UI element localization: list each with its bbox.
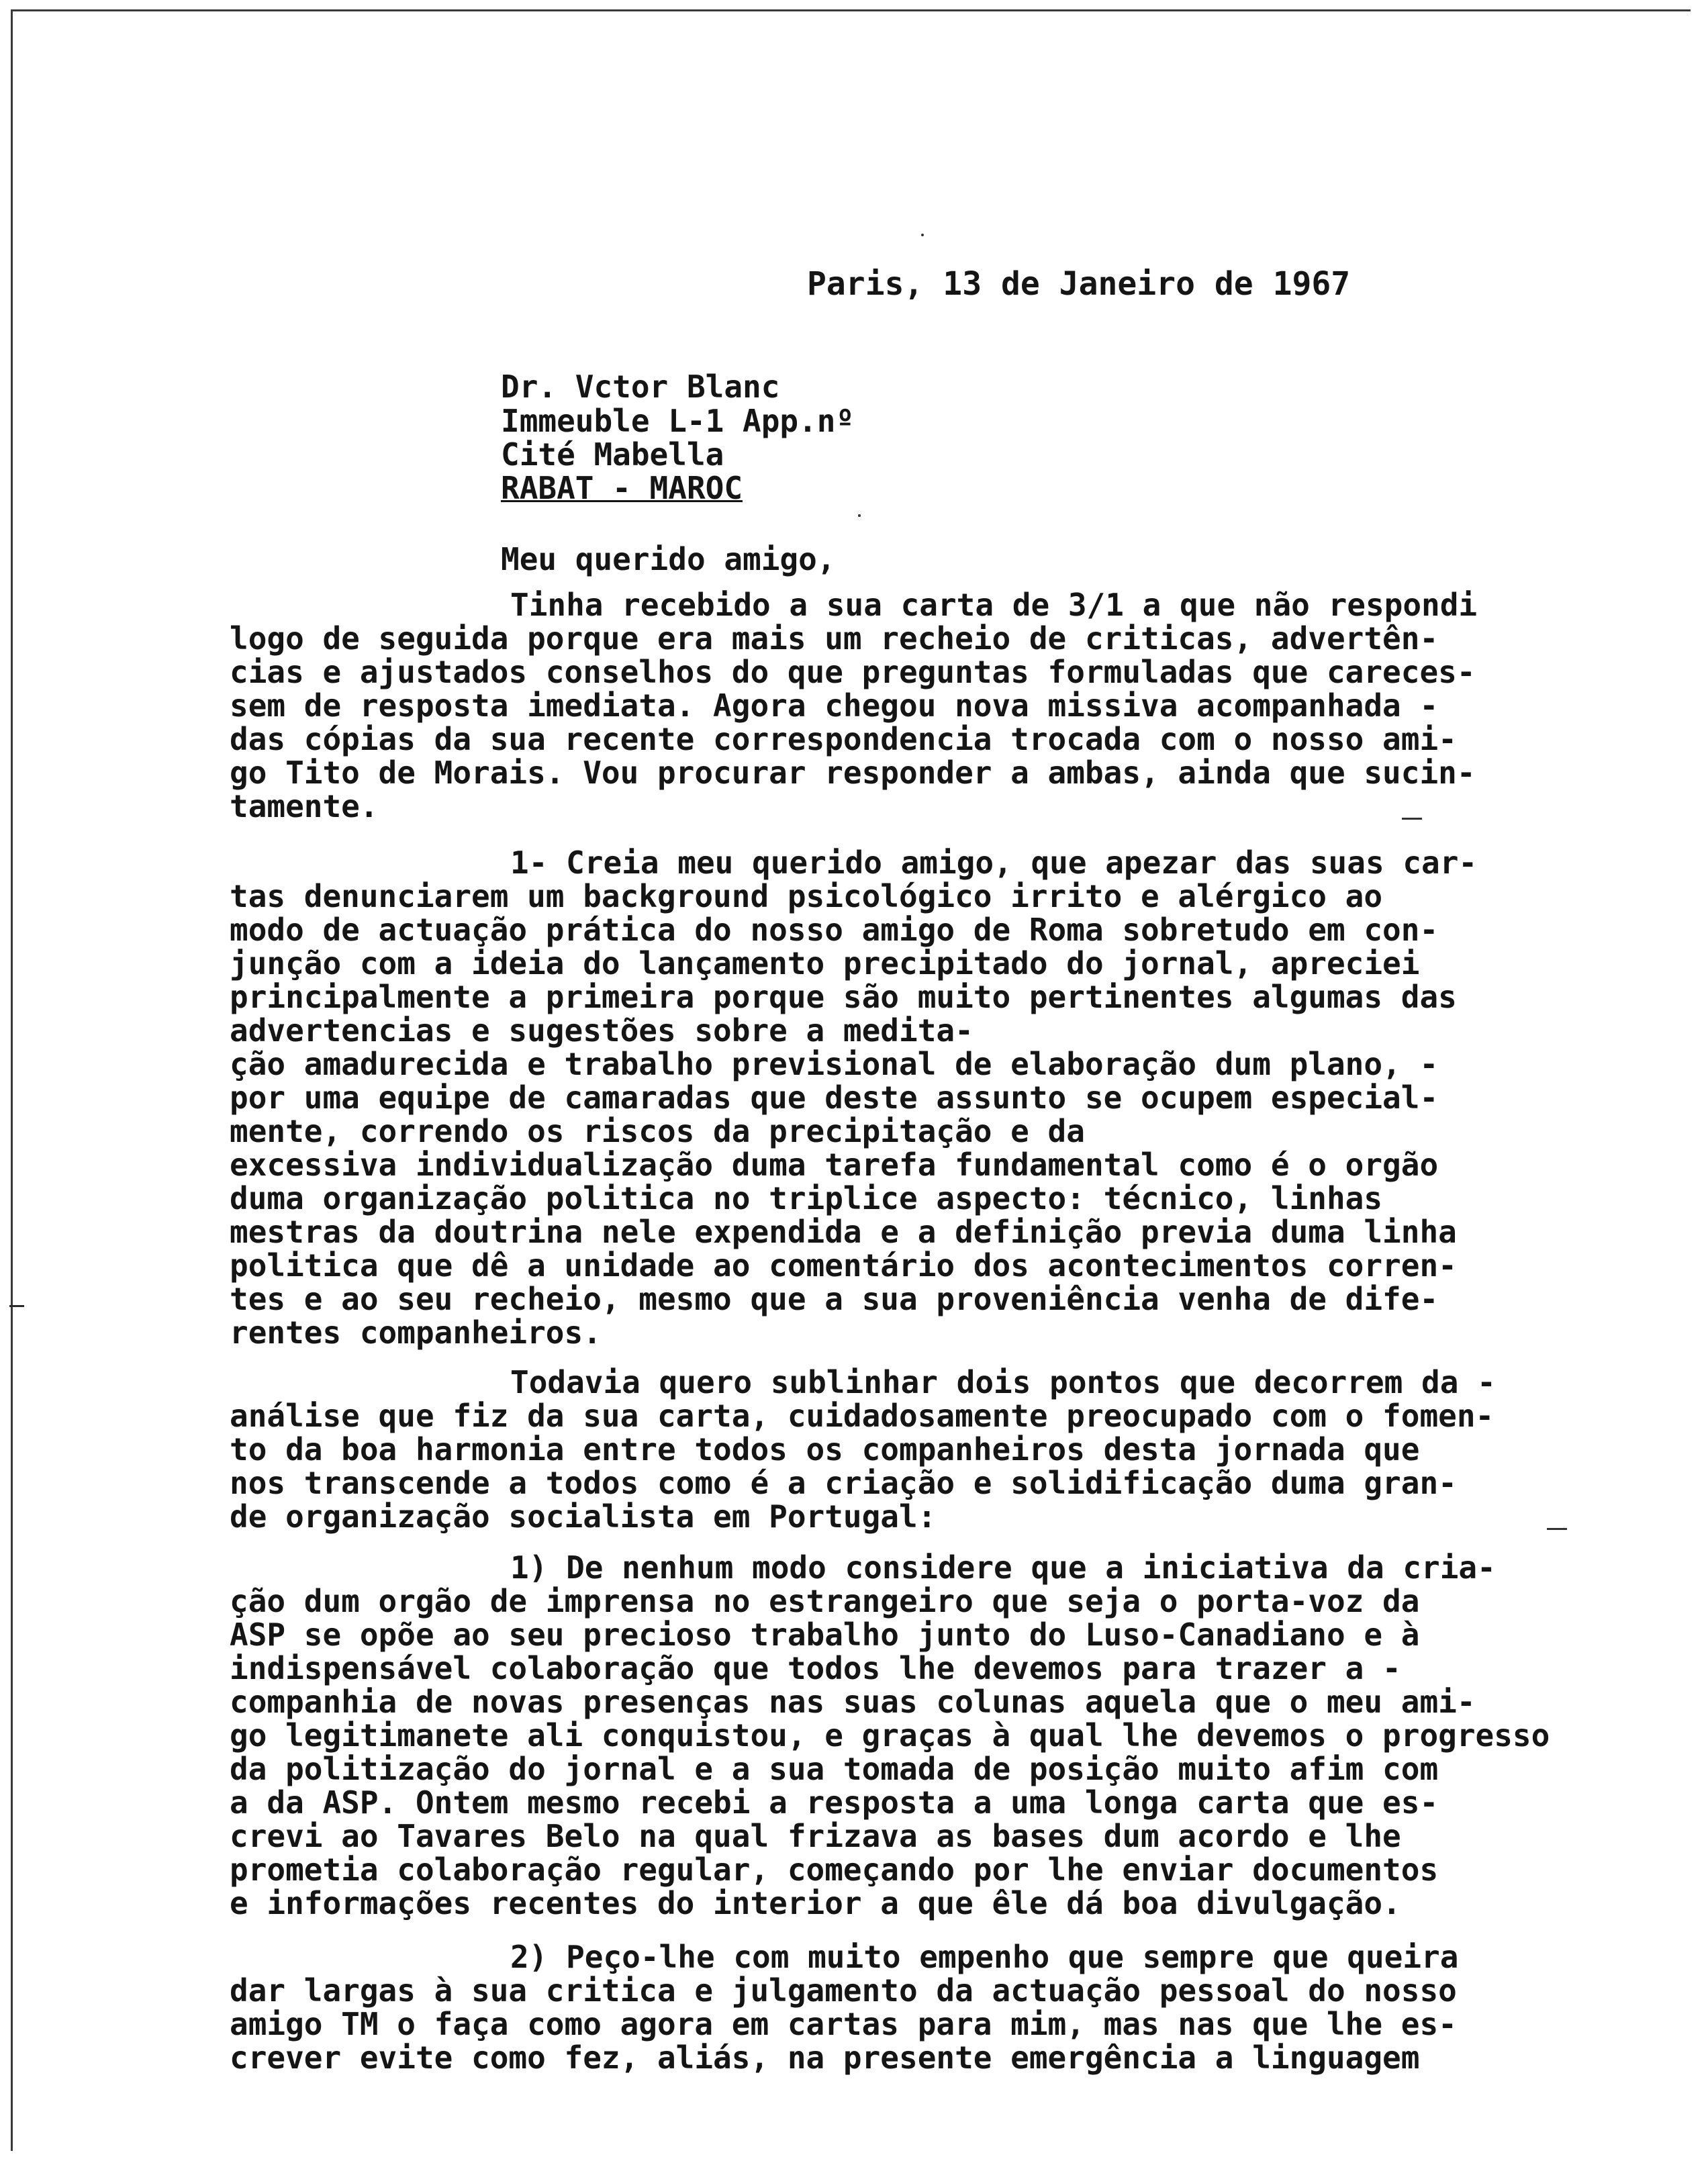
paragraph-line: tamente.: [230, 788, 379, 824]
paragraph-line: rentes companheiros.: [230, 1314, 602, 1351]
paragraph-line: e informações recentes do interior a que êle dá boa divulgação.: [230, 1885, 1401, 1921]
paragraph-line: mestras da doutrina nele expendida e a definição previa duma linha: [230, 1214, 1457, 1250]
paragraph-line: politica que dê a unidade ao comentário dos acontecimentos corren-: [230, 1247, 1457, 1284]
stray-mark: [1402, 818, 1422, 820]
paragraph-line: logo de seguida porque era mais um recheio de criticas, advertên-: [230, 620, 1439, 657]
salutation: Meu querido amigo,: [501, 541, 836, 577]
paragraph-line: mente, correndo os riscos da precipitação e da: [230, 1113, 1085, 1149]
recipient-line: Immeuble L-1 App.nº: [501, 403, 855, 439]
paragraph-line: dar largas à sua critica e julgamento da actuação pessoal do nosso: [230, 1972, 1457, 2009]
paragraph-line: modo de actuação prática do nosso amigo de Roma sobretudo em con-: [230, 912, 1439, 948]
stray-mark: [921, 234, 924, 236]
paragraph-line: análise que fiz da sua carta, cuidadosamente preocupado com o fomen-: [230, 1398, 1494, 1434]
paragraph-line: por uma equipe de camaradas que deste assunto se ocupem especial-: [230, 1080, 1439, 1116]
paragraph-line: nos transcende a todos como é a criação e solidificação duma gran-: [230, 1465, 1457, 1501]
paragraph-line: Tinha recebido a sua carta de 3/1 a que não respondi: [510, 587, 1478, 623]
paragraph-line: ção amadurecida e trabalho previsional de elaboração dum plano, -: [230, 1046, 1439, 1082]
paragraph-line: duma organização politica no triplice aspecto: técnico, linhas: [230, 1180, 1383, 1216]
recipient-line: Dr. Vctor Blanc: [501, 369, 780, 405]
paragraph-line: de organização socialista em Portugal:: [230, 1498, 937, 1535]
paragraph-line: sem de resposta imediata. Agora chegou nova missiva acompanhada -: [230, 687, 1439, 724]
paragraph-line: tas denunciarem um background psicológico irrito e alérgico ao: [230, 878, 1383, 914]
margin-mark: [9, 1305, 24, 1307]
paragraph-line: da politização do jornal e a sua tomada de posição muito afim com: [230, 1751, 1439, 1787]
paragraph-line: go Tito de Morais. Vou procurar responder a ambas, ainda que sucin-: [230, 755, 1476, 791]
paragraph-line: advertencias e sugestões sobre a medita-: [230, 1012, 974, 1049]
paragraph-line: 2) Peço-lhe com muito empenho que sempre que queira: [510, 1939, 1459, 1975]
paragraph-line: excessiva individualização duma tarefa fundamental como é o orgão: [230, 1147, 1439, 1183]
paragraph-line: prometia colaboração regular, começando por lhe enviar documentos: [230, 1852, 1439, 1888]
page-edge-left: [11, 9, 13, 2151]
paragraph-line: tes e ao seu recheio, mesmo que a sua proveniência venha de dife-: [230, 1281, 1439, 1317]
paragraph-line: crever evite como fez, aliás, na presente emergência a linguagem: [230, 2040, 1420, 2076]
paragraph-line: 1) De nenhum modo considere que a iniciativa da cria-: [510, 1549, 1496, 1586]
page-edge-top: [12, 9, 1691, 11]
paragraph-line: principalmente a primeira porque são muito pertinentes algumas das: [230, 979, 1457, 1015]
paragraph-line: a da ASP. Ontem mesmo recebi a resposta a uma longa carta que es-: [230, 1784, 1439, 1821]
stray-mark: [858, 514, 861, 517]
paragraph-line: cias e ajustados conselhos do que preguntas formuladas que careces-: [230, 654, 1476, 690]
paragraph-line: junção com a ideia do lançamento precipitado do jornal, apreciei: [230, 945, 1420, 981]
stray-mark: [1547, 1528, 1567, 1530]
recipient-line: RABAT - MAROC: [501, 470, 743, 506]
paragraph-line: amigo TM o faça como agora em cartas para mim, mas nas que lhe es-: [230, 2006, 1457, 2042]
paragraph-line: to da boa harmonia entre todos os companheiros desta jornada que: [230, 1431, 1420, 1468]
paragraph-line: companhia de novas presenças nas suas colunas aquela que o meu ami-: [230, 1684, 1476, 1720]
paragraph-line: ASP se opõe ao seu precioso trabalho junto do Luso-Canadiano e à: [230, 1617, 1420, 1653]
paragraph-line: go legitimanete ali conquistou, e graças à qual lhe devemos o progresso: [230, 1717, 1550, 1754]
paragraph-line: 1- Creia meu querido amigo, que apezar das suas car-: [510, 845, 1478, 881]
paragraph-line: crevi ao Tavares Belo na qual frizava as bases dum acordo e lhe: [230, 1818, 1401, 1854]
paragraph-line: indispensável colaboração que todos lhe devemos para trazer a -: [230, 1650, 1401, 1686]
recipient-line: Cité Mabella: [501, 436, 724, 473]
paragraph-line: Todavia quero sublinhar dois pontos que decorrem da -: [510, 1364, 1496, 1400]
paragraph-line: das cópias da sua recente correspondencia trocada com o nosso ami-: [230, 721, 1457, 757]
letter-date: Paris, 13 de Janeiro de 1967: [807, 265, 1351, 303]
paragraph-line: ção dum orgão de imprensa no estrangeiro que seja o porta-voz da: [230, 1583, 1420, 1619]
